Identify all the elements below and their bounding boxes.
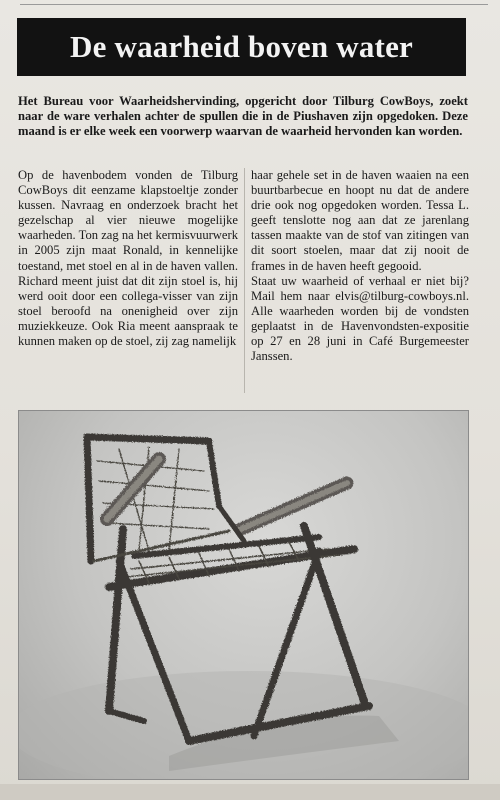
right-column <box>251 168 469 364</box>
rusted-folding-chair-icon <box>19 411 468 779</box>
intro-paragraph: Het Bureau voor Waarheidshervinding, opgericht door Tilburg CowBoys, zoekt naar de ware verhalen achter de spullen die in de Piushaven zijn opgedoken. Deze maand is er elke week een voorwerp waarvan de waarheid hervonden kan worden. <box>18 94 468 138</box>
body-paragraph: Staat uw waarheid of verhaal er niet bij? Mail hem naar elvis@tilburg-cowboys.nl. Alle waarheden worden bij de vondsten geplaatst in de Havenvondsten-expositie op 27 en 28 juni in Café Burgemeester Janssen. <box>251 273 469 364</box>
body-paragraph: haar gehele set in de haven waaien na een buurtbarbecue en hoopt nu dat de andere drie ook nog opgedoken worden. Tessa L. geeft tenslotte nog aan dat ze jarenlang tassen maakte van de stof van zitingen van dit soort stoelen, maar dat zij nooit de frames in de haven heeft gegooid. <box>251 168 469 273</box>
chair-photo <box>18 410 469 780</box>
bottom-edge <box>0 784 500 800</box>
headline-bar <box>17 18 466 76</box>
body-paragraph: Op de havenbodem vonden de Tilburg CowBoys dit eenzame klapstoeltje zonder kussen. Navraag en onderzoek bracht het gezelschap al vier nieuwe mogelijke waarheden. Ton zag na het kermisvuurwerk in 2005 zijn maat Ronald, in kennelijke toestand, met stoel en al in de haven vallen. Richard meent juist dat dit zijn stoel is, hij werd ooit door een collega-visser van zijn stoel beroofd na onenigheid over zijn muziekkeuze. Ook Ria meent aanspraak te kunnen maken op de stoel, zij zag namelijk <box>18 168 238 349</box>
top-rule <box>20 4 488 5</box>
left-column <box>18 168 238 349</box>
headline: De waarheid boven water <box>70 29 413 64</box>
column-divider <box>244 168 245 393</box>
